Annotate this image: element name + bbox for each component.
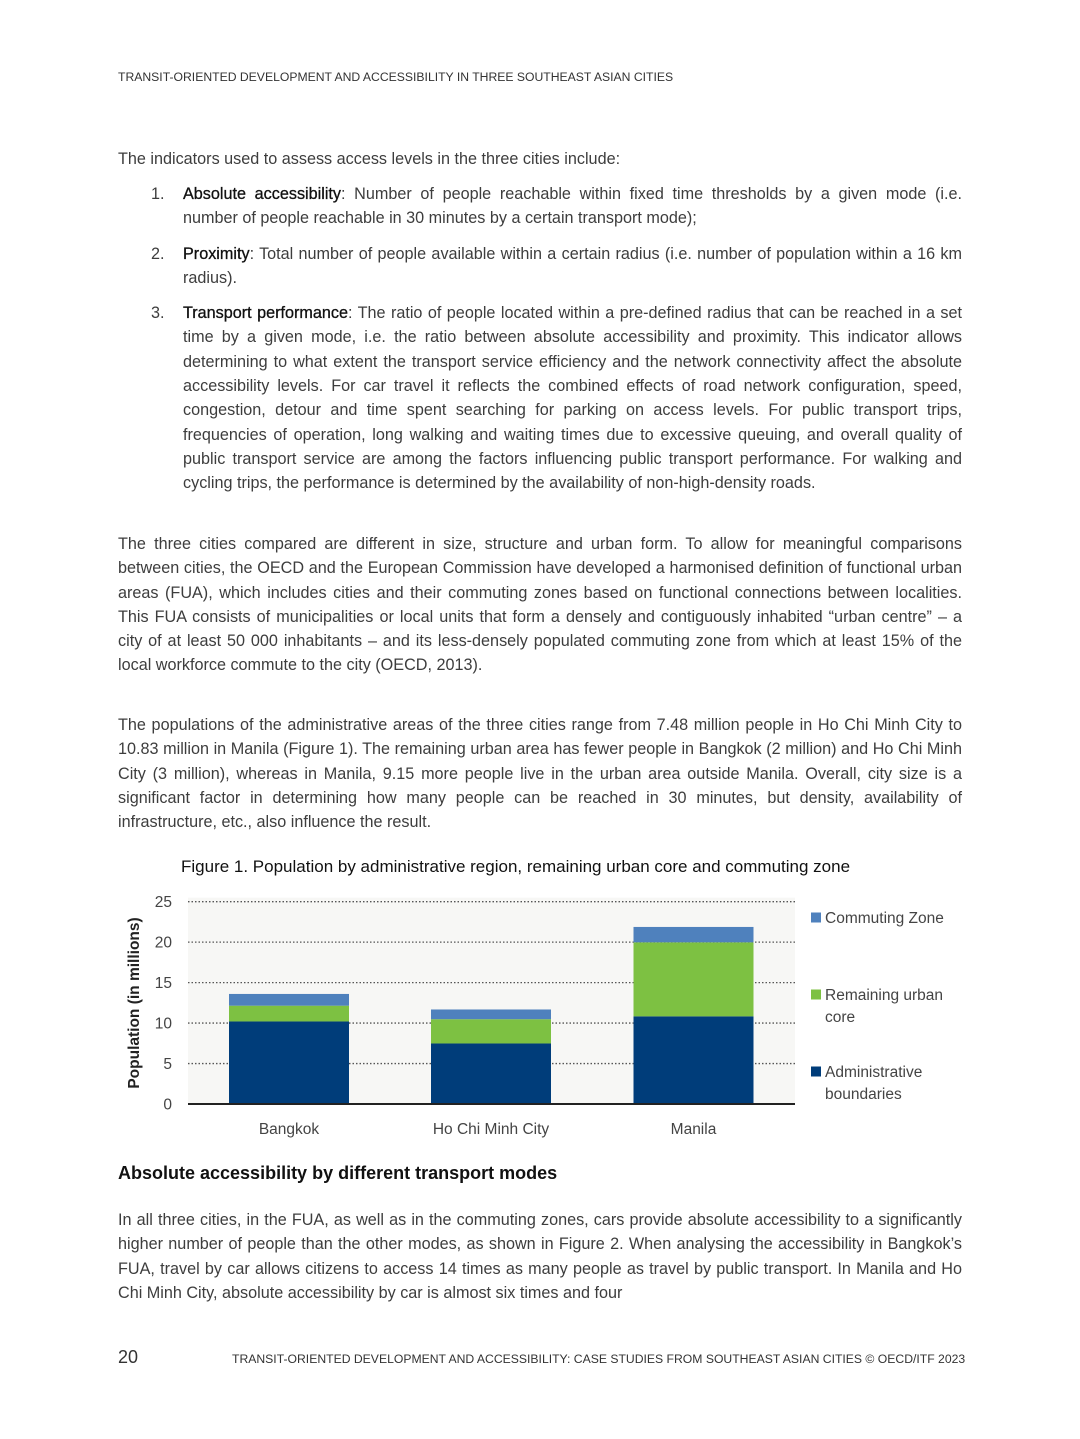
bar-segment <box>229 994 349 1006</box>
y-tick-label: 15 <box>154 975 172 993</box>
list-number: 1. <box>151 185 165 203</box>
bar-segment <box>431 1019 551 1043</box>
bar-segment <box>229 1021 349 1104</box>
paragraph-fua: The three cities compared are different in size, structure and urban form. To allow for meaningful comparisons between cities, the OECD and the European Commission have developed a harmonised definition of functional urban areas (FUA), which includes cities and their commuting zones based on functional connections between localities. This FUA consists of municipalities or local units that form a densely and contiguously inhabited “urban centre” – a city of at least 50 000 inhabitants – and its less-densely populated commuting zone from which at least 15% of the local workforce commute to the city (OECD, 2013). <box>118 535 962 675</box>
y-tick-label: 20 <box>154 934 172 952</box>
indicator-list <box>118 182 962 507</box>
bar-segment <box>431 1043 551 1104</box>
y-tick-label: 5 <box>163 1056 172 1074</box>
bar-segment <box>634 942 754 1016</box>
x-tick-label: Bangkok <box>258 1121 320 1138</box>
list-item <box>118 182 962 231</box>
legend-swatch <box>811 1067 821 1077</box>
legend-label: Administrative <box>825 1064 923 1081</box>
x-tick-label: Ho Chi Minh City <box>432 1121 550 1138</box>
indicator-text: : Number of people reachable within fixed time thresholds by a given mode (i.e. number of people reachable in 30 minutes by a certain transport mode); <box>183 185 962 228</box>
legend-swatch <box>811 990 821 1000</box>
legend-swatch <box>811 913 821 923</box>
legend-label: boundaries <box>825 1086 902 1103</box>
y-axis-label: Population (in millions) <box>126 917 143 1089</box>
x-tick-label: Manila <box>670 1121 717 1138</box>
bar-segment <box>431 1009 551 1019</box>
y-tick-label: 10 <box>154 1015 172 1033</box>
indicator-text: : Total number of people available within a certain radius (i.e. number of population within a 16 km radius). <box>183 244 962 287</box>
figure-title: Figure 1. Population by administrative region, remaining urban core and commuting zone <box>181 857 851 876</box>
footer-citation: TRANSIT-ORIENTED DEVELOPMENT AND ACCESSIBILITY: CASE STUDIES FROM SOUTHEAST ASIAN CITIES © OECD/ITF 2023 <box>232 1352 966 1366</box>
legend-label: core <box>825 1009 856 1026</box>
legend-label: Commuting Zone <box>825 910 944 927</box>
list-item <box>118 301 962 495</box>
indicator-term: Absolute accessibility <box>183 185 342 203</box>
paragraph-populations: The populations of the administrative areas of the three cities range from 7.48 million people in Ho Chi Minh City to 10.83 million in Manila (Figure 1). The remaining urban area has fewer people in Bangkok (2 million) and Ho Chi Minh City (3 million), whereas in Manila, 9.15 more people live in the urban area outside Manila. Overall, city size is a significant factor in determining how many people can be reached in 30 minutes, but density, availability of infrastructure, etc., also influence the result. <box>118 716 962 832</box>
list-number: 2. <box>151 244 165 263</box>
list-item <box>118 242 962 291</box>
bar-segment <box>634 1016 754 1104</box>
page-number: 20 <box>118 1347 139 1367</box>
indicator-text: : The ratio of people located within a pre-defined radius that can be reached in a set time by a given mode, i.e. the ratio between absolute accessibility and proximity. This indicator allows determining to what extent the transport service efficiency and the network connectivity affect the absolute accessibility levels. For car travel it reflects the combined effects of road network configuration, speed, congestion, detour and time spent searching for parking on access levels. For public transport trips, frequencies of operation, long walking and waiting times due to excessive queuing, and overall quality of public transport service are among the factors influencing public transport performance. For walking and cycling trips, the performance is determined by the availability of non-high-density roads. <box>183 304 962 493</box>
section-heading: Absolute accessibility by different transport modes <box>118 1163 558 1183</box>
indicator-term: Proximity <box>183 244 250 263</box>
intro-paragraph: The indicators used to assess access levels in the three cities include: <box>118 150 621 168</box>
y-tick-label: 25 <box>154 894 172 912</box>
bar-segment <box>229 1006 349 1022</box>
paragraph-accessibility: In all three cities, in the FUA, as well as in the commuting zones, cars provide absolute accessibility to a significantly higher number of people than the other modes, as shown in Figure 2. When analysing the accessibility in Bangkok’s FUA, travel by car allows citizens to access 14 times as many people as travel by public transport. In Manila and Ho Chi Minh City, absolute accessibility by car is almost six times and four <box>118 1211 962 1302</box>
plot-area <box>188 898 795 1104</box>
y-tick-label: 0 <box>163 1096 172 1114</box>
running-header: TRANSIT-ORIENTED DEVELOPMENT AND ACCESSIBILITY IN THREE SOUTHEAST ASIAN CITIES <box>118 70 674 84</box>
indicator-term: Transport performance <box>183 304 348 323</box>
list-number: 3. <box>151 304 165 323</box>
legend-label: Remaining urban <box>825 987 944 1004</box>
bar-segment <box>634 927 754 942</box>
